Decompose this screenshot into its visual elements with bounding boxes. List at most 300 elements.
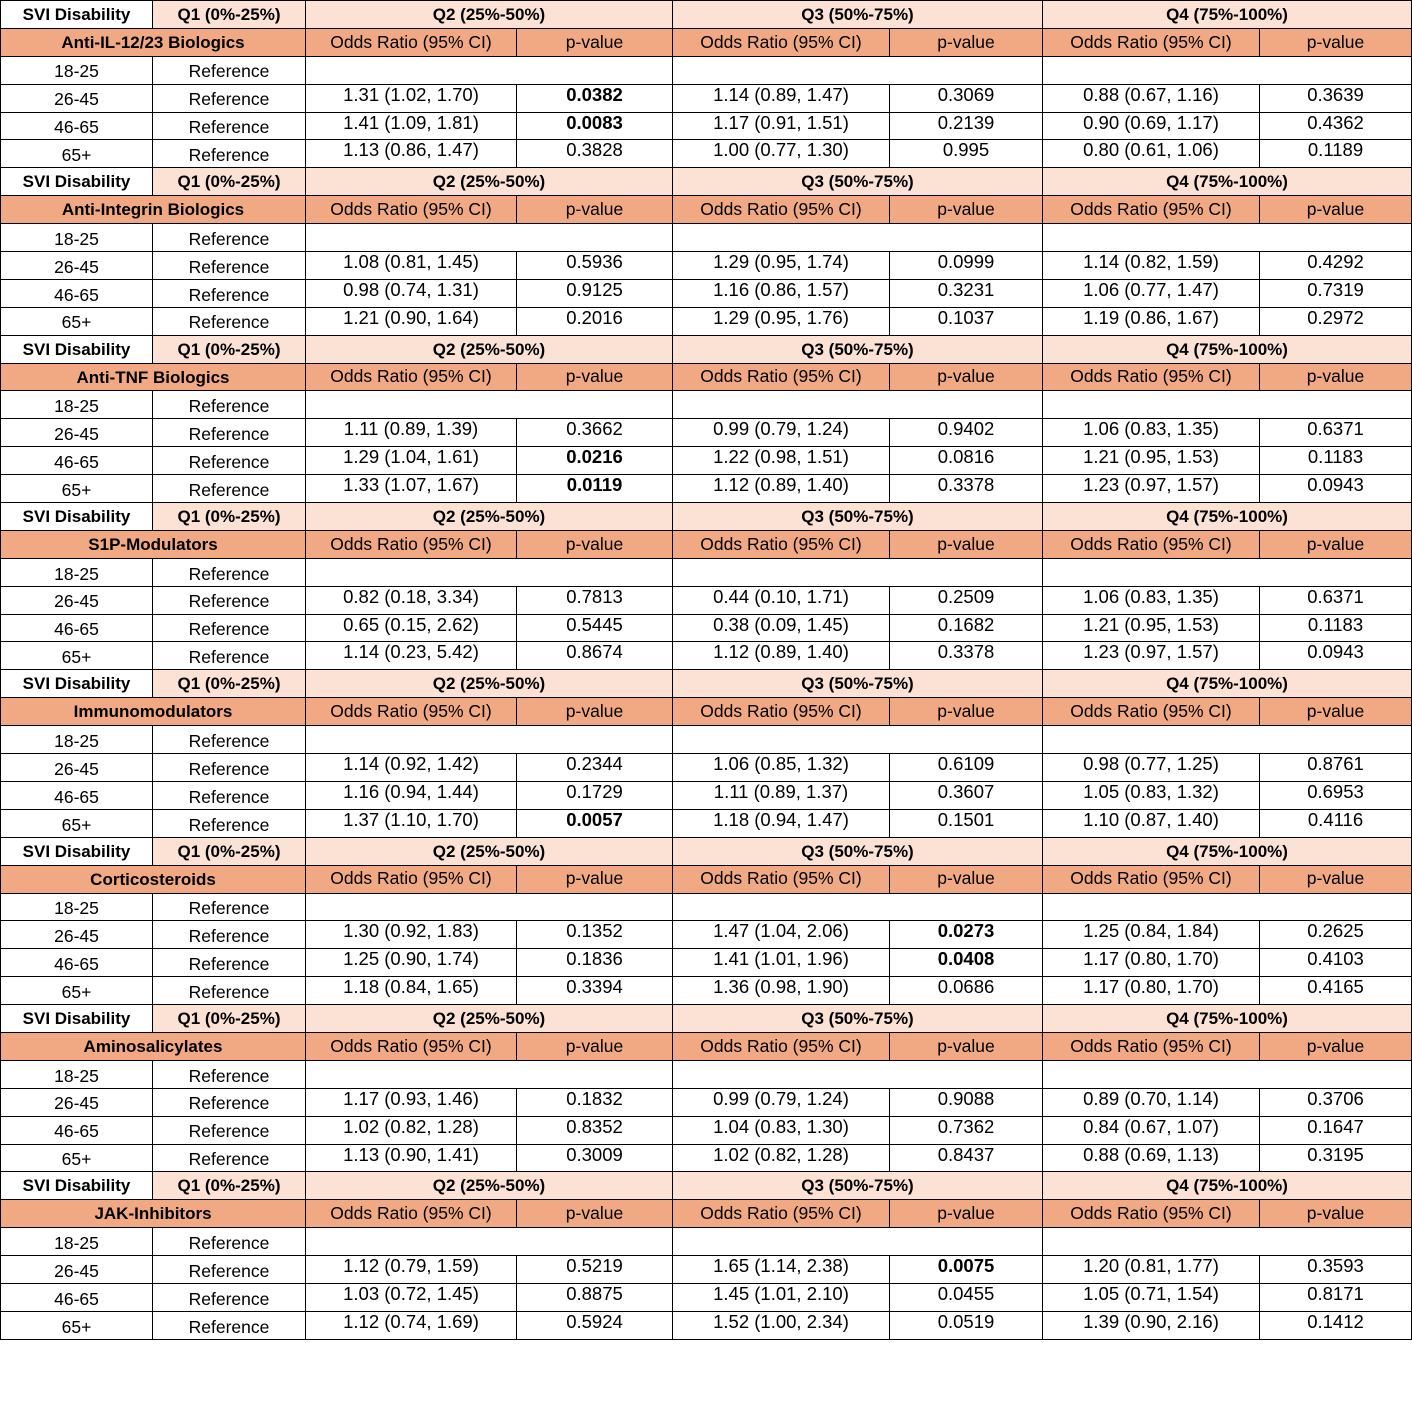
empty-cell: [306, 224, 673, 252]
empty-cell: [1043, 893, 1412, 921]
odds-ratio-cell: 1.29 (1.04, 1.61): [306, 447, 517, 475]
quartile-q2-header: Q2 (25%-50%): [306, 1172, 673, 1200]
svi-disability-label: SVI Disability: [1, 1, 153, 29]
odds-ratio-cell: 1.41 (1.01, 1.96): [673, 949, 890, 977]
odds-ratio-cell: 1.02 (0.82, 1.28): [306, 1116, 517, 1144]
age-group-cell: 26-45: [1, 1088, 153, 1116]
p-value-header: p-value: [890, 196, 1043, 224]
svi-disability-label: SVI Disability: [1, 1005, 153, 1033]
table-row: [1, 614, 1412, 642]
p-value-cell: 0.3009: [517, 1144, 673, 1172]
odds-ratio-header: Odds Ratio (95% CI): [1043, 698, 1260, 726]
p-value-cell: 0.9125: [517, 279, 673, 307]
p-value-cell: 0.3231: [890, 279, 1043, 307]
p-value-cell: 0.1037: [890, 307, 1043, 335]
p-value-header: p-value: [517, 698, 673, 726]
p-value-cell: 0.3639: [1260, 84, 1412, 112]
p-value-cell: 0.0999: [890, 252, 1043, 280]
p-value-cell: 0.8437: [890, 1144, 1043, 1172]
p-value-cell: 0.4292: [1260, 252, 1412, 280]
empty-cell: [306, 1060, 673, 1088]
p-value-cell: 0.3828: [517, 140, 673, 168]
odds-ratio-cell: 1.17 (0.93, 1.46): [306, 1088, 517, 1116]
age-group-cell: 65+: [1, 1144, 153, 1172]
reference-cell: Reference: [153, 977, 306, 1005]
column-header-row: [1, 1200, 1412, 1228]
age-group-cell: 18-25: [1, 726, 153, 754]
p-value-cell: 0.7813: [517, 586, 673, 614]
odds-ratio-cell: 1.03 (0.72, 1.45): [306, 1283, 517, 1311]
quartile-q1-header: Q1 (0%-25%): [153, 670, 306, 698]
age-group-cell: 65+: [1, 809, 153, 837]
odds-ratio-cell: 1.36 (0.98, 1.90): [673, 977, 890, 1005]
p-value-header: p-value: [1260, 196, 1412, 224]
p-value-header: p-value: [1260, 28, 1412, 56]
quartile-header-row: [1, 335, 1412, 363]
odds-ratio-cell: 1.17 (0.80, 1.70): [1043, 949, 1260, 977]
table-row: [1, 140, 1412, 168]
age-group-cell: 46-65: [1, 614, 153, 642]
quartile-q3-header: Q3 (50%-75%): [673, 168, 1043, 196]
age-group-cell: 18-25: [1, 56, 153, 84]
reference-cell: Reference: [153, 558, 306, 586]
age-group-cell: 46-65: [1, 949, 153, 977]
quartile-q3-header: Q3 (50%-75%): [673, 1, 1043, 29]
age-group-cell: 26-45: [1, 84, 153, 112]
p-value-header: p-value: [890, 363, 1043, 391]
table-row: [1, 475, 1412, 503]
p-value-cell: 0.0216: [517, 447, 673, 475]
odds-ratio-cell: 1.33 (1.07, 1.67): [306, 475, 517, 503]
drug-class-name: Anti-Integrin Biologics: [1, 196, 306, 224]
p-value-cell: 0.8171: [1260, 1283, 1412, 1311]
svi-disability-label: SVI Disability: [1, 168, 153, 196]
odds-ratio-cell: 0.89 (0.70, 1.14): [1043, 1088, 1260, 1116]
age-group-cell: 26-45: [1, 1256, 153, 1284]
odds-ratio-cell: 0.98 (0.77, 1.25): [1043, 754, 1260, 782]
quartile-q1-header: Q1 (0%-25%): [153, 503, 306, 531]
p-value-cell: 0.6953: [1260, 781, 1412, 809]
p-value-cell: 0.6109: [890, 754, 1043, 782]
empty-cell: [673, 1228, 1043, 1256]
svi-disability-label: SVI Disability: [1, 503, 153, 531]
age-group-cell: 18-25: [1, 893, 153, 921]
p-value-header: p-value: [1260, 698, 1412, 726]
p-value-header: p-value: [890, 1200, 1043, 1228]
odds-ratio-cell: 1.37 (1.10, 1.70): [306, 809, 517, 837]
table-row: [1, 809, 1412, 837]
p-value-cell: 0.7362: [890, 1116, 1043, 1144]
odds-ratio-cell: 1.30 (0.92, 1.83): [306, 921, 517, 949]
reference-cell: Reference: [153, 1060, 306, 1088]
odds-ratio-cell: 1.12 (0.89, 1.40): [673, 642, 890, 670]
odds-ratio-cell: 1.14 (0.89, 1.47): [673, 84, 890, 112]
reference-cell: Reference: [153, 224, 306, 252]
quartile-q3-header: Q3 (50%-75%): [673, 503, 1043, 531]
p-value-cell: 0.2139: [890, 112, 1043, 140]
p-value-cell: 0.0083: [517, 112, 673, 140]
odds-ratio-header: Odds Ratio (95% CI): [1043, 28, 1260, 56]
p-value-cell: 0.0455: [890, 1283, 1043, 1311]
quartile-q4-header: Q4 (75%-100%): [1043, 670, 1412, 698]
p-value-cell: 0.0382: [517, 84, 673, 112]
odds-ratio-header: Odds Ratio (95% CI): [306, 363, 517, 391]
p-value-header: p-value: [1260, 530, 1412, 558]
age-group-cell: 46-65: [1, 1116, 153, 1144]
quartile-header-row: [1, 503, 1412, 531]
reference-cell: Reference: [153, 56, 306, 84]
column-header-row: [1, 698, 1412, 726]
age-group-cell: 46-65: [1, 112, 153, 140]
table-row: [1, 1116, 1412, 1144]
drug-class-name: Aminosalicylates: [1, 1032, 306, 1060]
p-value-cell: 0.5445: [517, 614, 673, 642]
quartile-q4-header: Q4 (75%-100%): [1043, 335, 1412, 363]
p-value-cell: 0.3195: [1260, 1144, 1412, 1172]
table-row: [1, 558, 1412, 586]
odds-ratio-cell: 1.29 (0.95, 1.76): [673, 307, 890, 335]
odds-ratio-cell: 1.11 (0.89, 1.37): [673, 781, 890, 809]
table-row: [1, 949, 1412, 977]
empty-cell: [673, 893, 1043, 921]
age-group-cell: 18-25: [1, 1228, 153, 1256]
p-value-cell: 0.4116: [1260, 809, 1412, 837]
drug-class-name: S1P-Modulators: [1, 530, 306, 558]
empty-cell: [1043, 56, 1412, 84]
odds-ratio-cell: 0.88 (0.67, 1.16): [1043, 84, 1260, 112]
p-value-cell: 0.1682: [890, 614, 1043, 642]
odds-ratio-cell: 1.16 (0.94, 1.44): [306, 781, 517, 809]
age-group-cell: 65+: [1, 1311, 153, 1339]
quartile-q4-header: Q4 (75%-100%): [1043, 503, 1412, 531]
empty-cell: [306, 726, 673, 754]
reference-cell: Reference: [153, 112, 306, 140]
p-value-cell: 0.9402: [890, 419, 1043, 447]
quartile-q3-header: Q3 (50%-75%): [673, 1172, 1043, 1200]
empty-cell: [673, 726, 1043, 754]
odds-ratio-cell: 1.12 (0.79, 1.59): [306, 1256, 517, 1284]
p-value-cell: 0.7319: [1260, 279, 1412, 307]
odds-ratio-cell: 1.19 (0.86, 1.67): [1043, 307, 1260, 335]
drug-class-name: Anti-TNF Biologics: [1, 363, 306, 391]
table-row: [1, 56, 1412, 84]
p-value-cell: 0.2625: [1260, 921, 1412, 949]
quartile-header-row: [1, 1172, 1412, 1200]
p-value-cell: 0.5924: [517, 1311, 673, 1339]
table-row: [1, 1144, 1412, 1172]
reference-cell: Reference: [153, 949, 306, 977]
reference-cell: Reference: [153, 419, 306, 447]
column-header-row: [1, 28, 1412, 56]
odds-ratio-cell: 0.90 (0.69, 1.17): [1043, 112, 1260, 140]
p-value-cell: 0.0119: [517, 475, 673, 503]
empty-cell: [1043, 726, 1412, 754]
quartile-q3-header: Q3 (50%-75%): [673, 670, 1043, 698]
quartile-q3-header: Q3 (50%-75%): [673, 837, 1043, 865]
empty-cell: [1043, 1060, 1412, 1088]
p-value-cell: 0.2972: [1260, 307, 1412, 335]
p-value-cell: 0.2509: [890, 586, 1043, 614]
column-header-row: [1, 363, 1412, 391]
drug-class-name: Corticosteroids: [1, 865, 306, 893]
odds-ratio-header: Odds Ratio (95% CI): [673, 698, 890, 726]
age-group-cell: 26-45: [1, 754, 153, 782]
quartile-q1-header: Q1 (0%-25%): [153, 168, 306, 196]
svi-disability-label: SVI Disability: [1, 1172, 153, 1200]
table-row: [1, 84, 1412, 112]
odds-ratio-cell: 1.17 (0.91, 1.51): [673, 112, 890, 140]
table-row: [1, 419, 1412, 447]
age-group-cell: 26-45: [1, 252, 153, 280]
odds-ratio-cell: 1.13 (0.90, 1.41): [306, 1144, 517, 1172]
p-value-header: p-value: [517, 1200, 673, 1228]
reference-cell: Reference: [153, 809, 306, 837]
reference-cell: Reference: [153, 614, 306, 642]
odds-ratio-cell: 1.17 (0.80, 1.70): [1043, 977, 1260, 1005]
odds-ratio-cell: 1.06 (0.83, 1.35): [1043, 586, 1260, 614]
odds-ratio-cell: 1.05 (0.83, 1.32): [1043, 781, 1260, 809]
odds-ratio-cell: 1.14 (0.92, 1.42): [306, 754, 517, 782]
drug-class-name: Anti-IL-12/23 Biologics: [1, 28, 306, 56]
reference-cell: Reference: [153, 1116, 306, 1144]
reference-cell: Reference: [153, 475, 306, 503]
p-value-cell: 0.6371: [1260, 586, 1412, 614]
quartile-q1-header: Q1 (0%-25%): [153, 335, 306, 363]
quartile-q2-header: Q2 (25%-50%): [306, 670, 673, 698]
odds-ratio-cell: 1.00 (0.77, 1.30): [673, 140, 890, 168]
drug-class-name: JAK-Inhibitors: [1, 1200, 306, 1228]
p-value-header: p-value: [1260, 1032, 1412, 1060]
column-header-row: [1, 1032, 1412, 1060]
table-row: [1, 642, 1412, 670]
quartile-q2-header: Q2 (25%-50%): [306, 1005, 673, 1033]
reference-cell: Reference: [153, 447, 306, 475]
p-value-header: p-value: [517, 530, 673, 558]
p-value-cell: 0.3662: [517, 419, 673, 447]
odds-ratio-cell: 0.82 (0.18, 3.34): [306, 586, 517, 614]
p-value-cell: 0.2016: [517, 307, 673, 335]
p-value-cell: 0.3607: [890, 781, 1043, 809]
empty-cell: [673, 56, 1043, 84]
odds-ratio-header: Odds Ratio (95% CI): [306, 1200, 517, 1228]
odds-ratio-cell: 1.31 (1.02, 1.70): [306, 84, 517, 112]
reference-cell: Reference: [153, 279, 306, 307]
p-value-header: p-value: [1260, 1200, 1412, 1228]
column-header-row: [1, 865, 1412, 893]
odds-ratio-header: Odds Ratio (95% CI): [306, 28, 517, 56]
empty-cell: [1043, 1228, 1412, 1256]
reference-cell: Reference: [153, 781, 306, 809]
odds-ratio-header: Odds Ratio (95% CI): [306, 865, 517, 893]
quartile-q2-header: Q2 (25%-50%): [306, 503, 673, 531]
odds-ratio-header: Odds Ratio (95% CI): [1043, 1032, 1260, 1060]
odds-ratio-cell: 1.14 (0.82, 1.59): [1043, 252, 1260, 280]
reference-cell: Reference: [153, 1088, 306, 1116]
table-row: [1, 893, 1412, 921]
empty-cell: [306, 391, 673, 419]
p-value-header: p-value: [890, 1032, 1043, 1060]
quartile-q1-header: Q1 (0%-25%): [153, 1172, 306, 1200]
odds-ratio-cell: 1.11 (0.89, 1.39): [306, 419, 517, 447]
p-value-cell: 0.1729: [517, 781, 673, 809]
reference-cell: Reference: [153, 1144, 306, 1172]
table-row: [1, 307, 1412, 335]
odds-ratio-header: Odds Ratio (95% CI): [1043, 196, 1260, 224]
p-value-cell: 0.1836: [517, 949, 673, 977]
p-value-cell: 0.3378: [890, 642, 1043, 670]
odds-ratio-header: Odds Ratio (95% CI): [306, 1032, 517, 1060]
p-value-cell: 0.3378: [890, 475, 1043, 503]
empty-cell: [1043, 391, 1412, 419]
table-row: [1, 586, 1412, 614]
table-row: [1, 391, 1412, 419]
quartile-q4-header: Q4 (75%-100%): [1043, 837, 1412, 865]
p-value-cell: 0.995: [890, 140, 1043, 168]
empty-cell: [306, 893, 673, 921]
p-value-header: p-value: [1260, 865, 1412, 893]
p-value-cell: 0.1647: [1260, 1116, 1412, 1144]
reference-cell: Reference: [153, 1311, 306, 1339]
reference-cell: Reference: [153, 252, 306, 280]
age-group-cell: 65+: [1, 475, 153, 503]
age-group-cell: 65+: [1, 307, 153, 335]
quartile-q3-header: Q3 (50%-75%): [673, 1005, 1043, 1033]
p-value-cell: 0.1183: [1260, 447, 1412, 475]
p-value-cell: 0.4165: [1260, 977, 1412, 1005]
quartile-header-row: [1, 837, 1412, 865]
age-group-cell: 46-65: [1, 781, 153, 809]
p-value-cell: 0.0273: [890, 921, 1043, 949]
odds-ratio-cell: 1.06 (0.83, 1.35): [1043, 419, 1260, 447]
p-value-header: p-value: [890, 865, 1043, 893]
odds-ratio-cell: 0.98 (0.74, 1.31): [306, 279, 517, 307]
p-value-cell: 0.5219: [517, 1256, 673, 1284]
quartile-q2-header: Q2 (25%-50%): [306, 1, 673, 29]
p-value-cell: 0.8761: [1260, 754, 1412, 782]
odds-ratio-cell: 1.06 (0.77, 1.47): [1043, 279, 1260, 307]
quartile-q2-header: Q2 (25%-50%): [306, 837, 673, 865]
odds-ratio-cell: 0.80 (0.61, 1.06): [1043, 140, 1260, 168]
column-header-row: [1, 196, 1412, 224]
drug-class-name: Immunomodulators: [1, 698, 306, 726]
odds-ratio-cell: 1.04 (0.83, 1.30): [673, 1116, 890, 1144]
reference-cell: Reference: [153, 140, 306, 168]
age-group-cell: 18-25: [1, 1060, 153, 1088]
odds-ratio-cell: 1.45 (1.01, 2.10): [673, 1283, 890, 1311]
svi-disability-label: SVI Disability: [1, 837, 153, 865]
odds-ratio-cell: 1.18 (0.94, 1.47): [673, 809, 890, 837]
reference-cell: Reference: [153, 1256, 306, 1284]
odds-ratio-cell: 1.14 (0.23, 5.42): [306, 642, 517, 670]
odds-ratio-cell: 1.23 (0.97, 1.57): [1043, 475, 1260, 503]
p-value-cell: 0.8352: [517, 1116, 673, 1144]
age-group-cell: 46-65: [1, 279, 153, 307]
table-row: [1, 252, 1412, 280]
reference-cell: Reference: [153, 1228, 306, 1256]
odds-ratio-cell: 0.99 (0.79, 1.24): [673, 419, 890, 447]
age-group-cell: 26-45: [1, 921, 153, 949]
p-value-cell: 0.0686: [890, 977, 1043, 1005]
column-header-row: [1, 530, 1412, 558]
odds-ratio-header: Odds Ratio (95% CI): [306, 196, 517, 224]
quartile-header-row: [1, 1, 1412, 29]
p-value-header: p-value: [890, 28, 1043, 56]
p-value-cell: 0.8674: [517, 642, 673, 670]
table-row: [1, 781, 1412, 809]
odds-ratio-header: Odds Ratio (95% CI): [1043, 363, 1260, 391]
empty-cell: [673, 224, 1043, 252]
odds-ratio-cell: 1.18 (0.84, 1.65): [306, 977, 517, 1005]
empty-cell: [306, 558, 673, 586]
empty-cell: [673, 391, 1043, 419]
table-row: [1, 1256, 1412, 1284]
odds-ratio-header: Odds Ratio (95% CI): [306, 698, 517, 726]
p-value-cell: 0.1832: [517, 1088, 673, 1116]
empty-cell: [673, 558, 1043, 586]
p-value-cell: 0.4103: [1260, 949, 1412, 977]
table-row: [1, 1283, 1412, 1311]
p-value-cell: 0.1352: [517, 921, 673, 949]
odds-ratio-cell: 1.05 (0.71, 1.54): [1043, 1283, 1260, 1311]
table-row: [1, 754, 1412, 782]
odds-ratio-cell: 1.12 (0.89, 1.40): [673, 475, 890, 503]
odds-ratio-cell: 0.38 (0.09, 1.45): [673, 614, 890, 642]
odds-ratio-cell: 0.88 (0.69, 1.13): [1043, 1144, 1260, 1172]
odds-ratio-cell: 1.29 (0.95, 1.74): [673, 252, 890, 280]
quartile-q4-header: Q4 (75%-100%): [1043, 1, 1412, 29]
quartile-q1-header: Q1 (0%-25%): [153, 837, 306, 865]
p-value-header: p-value: [890, 698, 1043, 726]
p-value-cell: 0.0075: [890, 1256, 1043, 1284]
p-value-cell: 0.2344: [517, 754, 673, 782]
p-value-header: p-value: [890, 530, 1043, 558]
odds-ratio-cell: 1.21 (0.95, 1.53): [1043, 614, 1260, 642]
age-group-cell: 46-65: [1, 447, 153, 475]
reference-cell: Reference: [153, 84, 306, 112]
empty-cell: [306, 56, 673, 84]
odds-ratio-cell: 1.20 (0.81, 1.77): [1043, 1256, 1260, 1284]
odds-ratio-cell: 0.99 (0.79, 1.24): [673, 1088, 890, 1116]
reference-cell: Reference: [153, 726, 306, 754]
odds-ratio-cell: 1.16 (0.86, 1.57): [673, 279, 890, 307]
age-group-cell: 46-65: [1, 1283, 153, 1311]
odds-ratio-cell: 1.65 (1.14, 2.38): [673, 1256, 890, 1284]
quartile-q1-header: Q1 (0%-25%): [153, 1005, 306, 1033]
table-row: [1, 977, 1412, 1005]
reference-cell: Reference: [153, 642, 306, 670]
empty-cell: [306, 1228, 673, 1256]
svi-disability-label: SVI Disability: [1, 670, 153, 698]
p-value-cell: 0.9088: [890, 1088, 1043, 1116]
table-row: [1, 1060, 1412, 1088]
age-group-cell: 18-25: [1, 558, 153, 586]
quartile-q1-header: Q1 (0%-25%): [153, 1, 306, 29]
quartile-header-row: [1, 1005, 1412, 1033]
table-row: [1, 279, 1412, 307]
odds-ratio-header: Odds Ratio (95% CI): [1043, 530, 1260, 558]
odds-ratio-header: Odds Ratio (95% CI): [673, 28, 890, 56]
p-value-cell: 0.1501: [890, 809, 1043, 837]
odds-ratio-header: Odds Ratio (95% CI): [673, 196, 890, 224]
age-group-cell: 18-25: [1, 224, 153, 252]
odds-ratio-cell: 1.12 (0.74, 1.69): [306, 1311, 517, 1339]
reference-cell: Reference: [153, 586, 306, 614]
odds-ratio-cell: 1.39 (0.90, 2.16): [1043, 1311, 1260, 1339]
p-value-cell: 0.3593: [1260, 1256, 1412, 1284]
p-value-header: p-value: [517, 1032, 673, 1060]
table-row: [1, 921, 1412, 949]
odds-ratio-cell: 1.22 (0.98, 1.51): [673, 447, 890, 475]
